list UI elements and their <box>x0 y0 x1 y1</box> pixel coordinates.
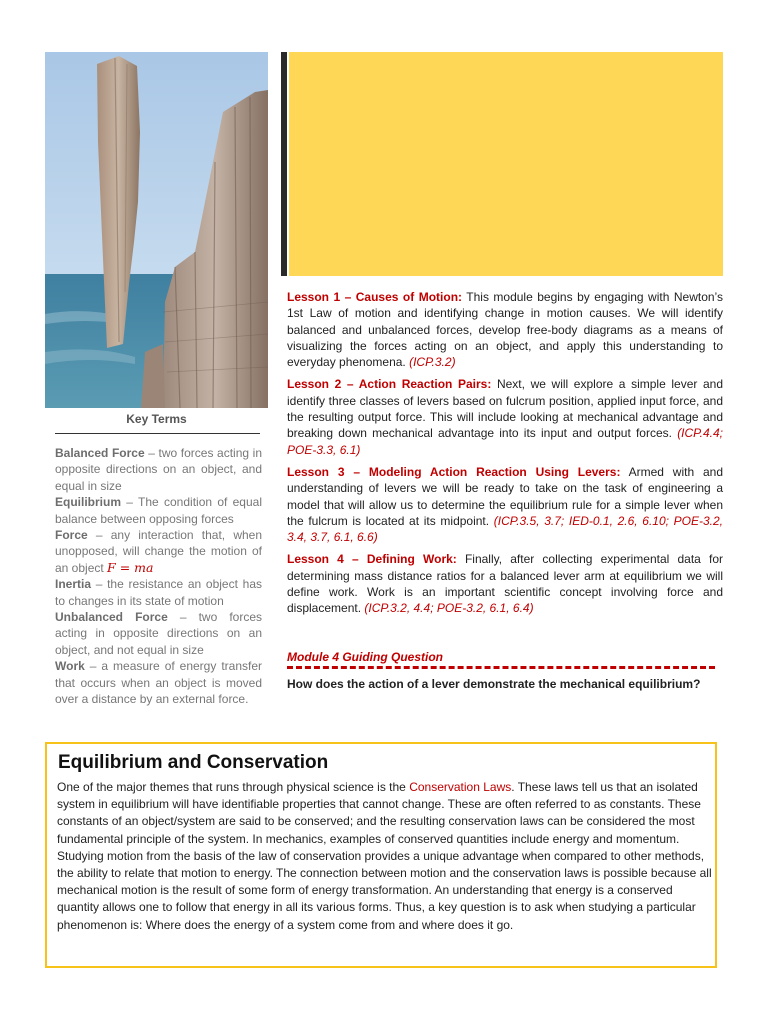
key-term-work: Work – a measure of energy transfer that occurs when an object is moved over a distance by an external force. <box>55 659 262 707</box>
force-formula: F = ma <box>107 559 154 575</box>
balancing-rock-photo <box>45 52 268 408</box>
module-banner <box>289 52 723 276</box>
key-term-inertia: Inertia – the resistance an object has to changes in its state of motion <box>55 577 262 608</box>
lesson-3: Lesson 3 – Modeling Action Reaction Using Levers: Armed with and understanding of levers we will be ready to take on the task of engineering a model that will allow us to determine the equilibrium rule for a simple lever when the fulcrum is located at its midpoint. (ICP.3.5, 3.7; IED-0.1, 2.6, 6.10; POE-3.2, 3.4, 3.7, 6.1, 6.6) <box>287 464 724 545</box>
key-terms-title: Key Terms <box>126 412 187 426</box>
key-terms-divider <box>55 433 260 434</box>
conservation-laws-highlight: Conservation Laws <box>409 780 512 794</box>
lessons-list <box>287 289 723 623</box>
equilibrium-title: Equilibrium and Conservation <box>58 752 329 773</box>
guiding-question-divider <box>287 666 715 669</box>
equilibrium-body: One of the major themes that runs through physical science is the Conservation Laws. These laws tell us that an isolated system in equilibrium will have identifiable properties that cannot change. These are often referred to as constants. These constants of an object/system are said to be conserved; and the resulting conservation laws can be considered the most fundamental principle of the system. In mechanics, examples of conserved quantities include energy and momentum. Studying motion from the basis of the law of conservation provides a unique advantage when compared to other methods, the ability to relate that motion to energy. The connection between motion and the conservation laws is possible because all mechanical motion is the result of some form of energy transformation. An understanding that energy is a conserved quantity allows one to follow that energy in all its various forms. Thus, a key question is to ask when studying a particular phenomenon is: Where does the energy of a system come from and where does it go. <box>57 780 712 932</box>
lesson-2: Lesson 2 – Action Reaction Pairs: Next, we will explore a simple lever and identify three classes of levers based on fulcrum position, applied input force, and the resulting output force. This will include looking at mechanical advantage and breaking down mechanical advantage into its input and output forces. (ICP.4.4; POE-3.3, 6.1) <box>287 377 723 457</box>
key-terms-list <box>55 445 262 708</box>
lesson-4: Lesson 4 – Defining Work: Finally, after collecting experimental data for determining mass distance ratios for a balanced lever arm at equilibrium we will define work. Work is an important scientific concept involving force and displacement. (ICP.3.2, 4.4; POE-3.2, 6.1, 6.4) <box>287 552 723 616</box>
lesson-1: Lesson 1 – Causes of Motion: This module begins by engaging with Newton’s 1st Law of motion and identifying change in motion causes. We will identify balanced and unbalanced forces, develop free-body diagrams as a means of visualizing the forces acting on an object, and apply this understanding to everyday phenomena. (ICP.3.2) <box>287 290 724 370</box>
key-term-unbalanced-force: Unbalanced Force – two forces acting in opposite directions on an object, and not equal in size <box>55 610 262 657</box>
key-term-force: Force – any interaction that, when unopposed, will change the motion of an object F = ma <box>55 528 262 575</box>
key-term-balanced-force: Balanced Force – two forces acting in opposite directions on an object, and equal in size <box>55 446 262 493</box>
banner-accent-bar <box>281 52 287 276</box>
key-term-equilibrium: Equilibrium – The condition of equal balance between opposing forces <box>55 495 262 526</box>
guiding-question-text: How does the action of a lever demonstrate the mechanical equilibrium? <box>287 677 701 691</box>
guiding-question-title: Module 4 Guiding Question <box>287 650 443 664</box>
